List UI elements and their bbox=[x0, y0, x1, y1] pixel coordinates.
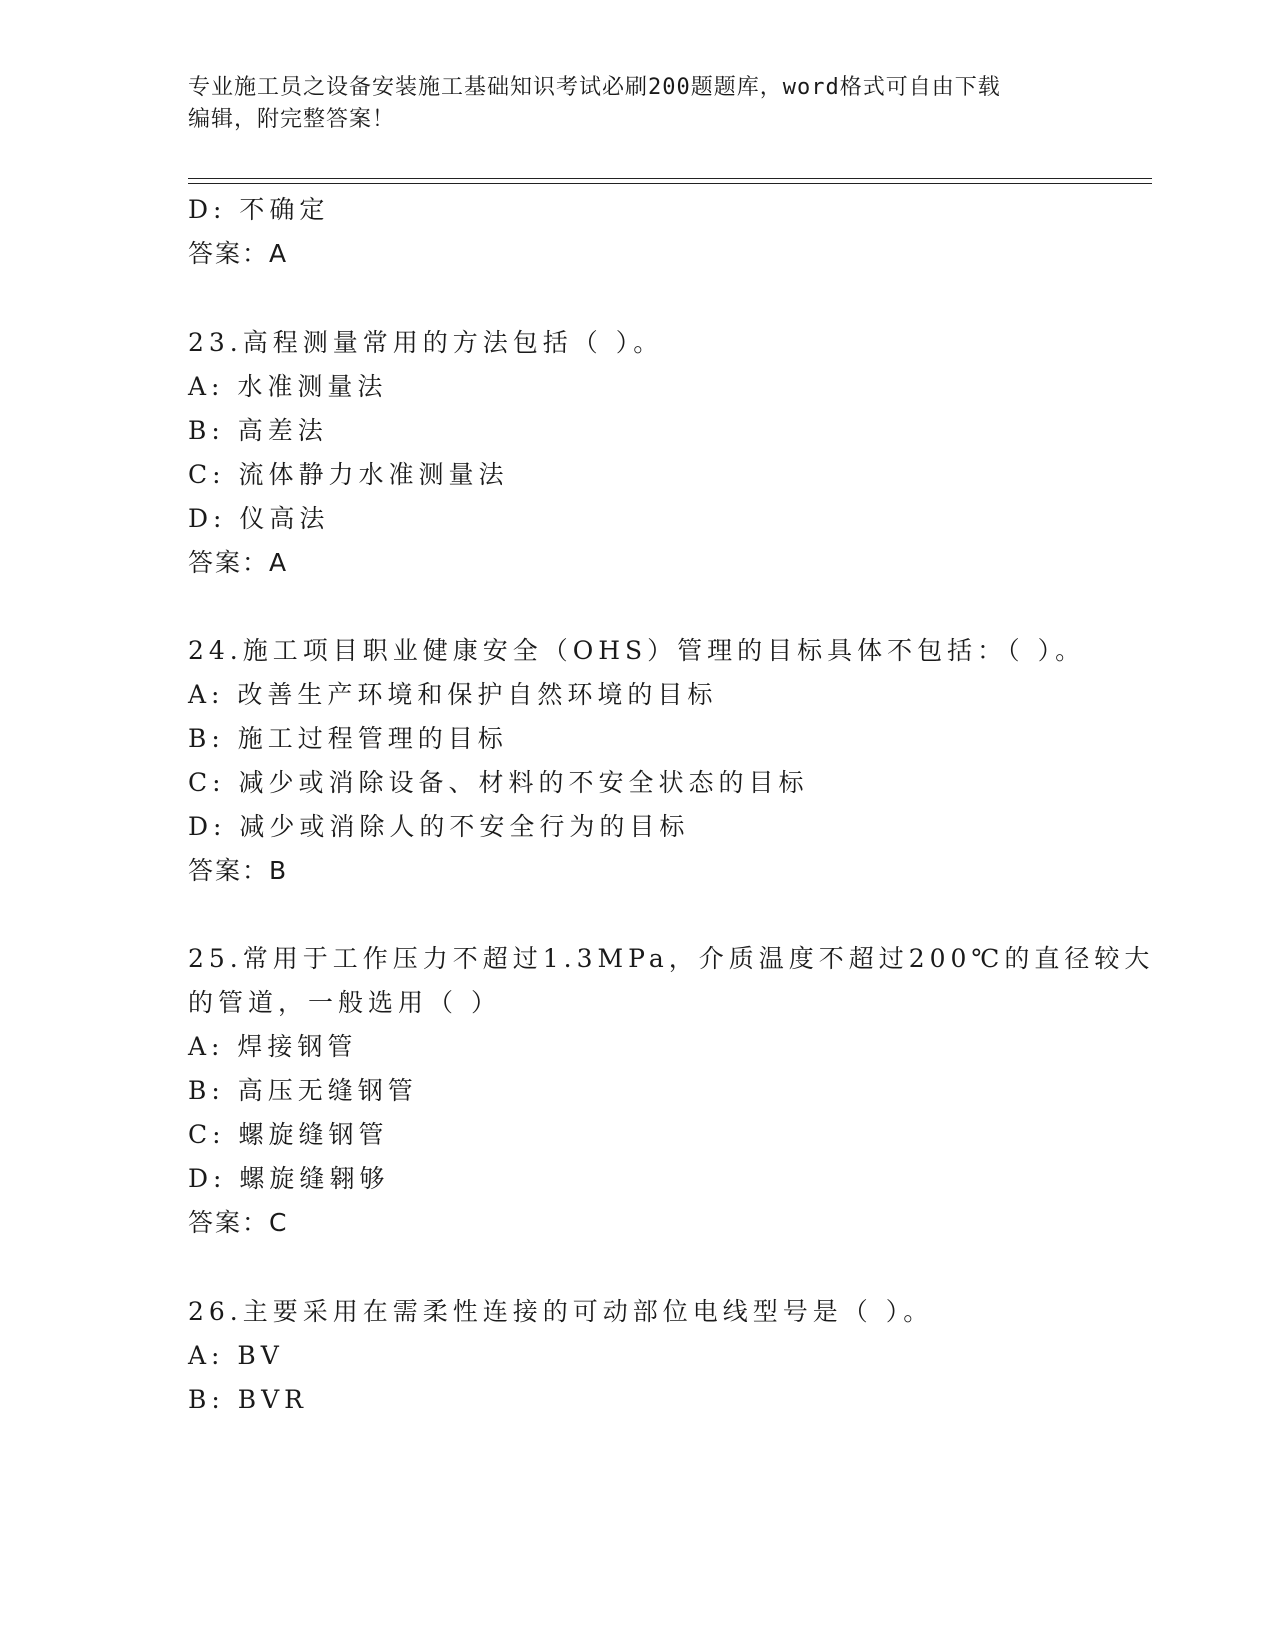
header-divider-top bbox=[188, 178, 1152, 179]
q23-option-d: D: 仪高法 bbox=[188, 504, 330, 533]
q25-option-c: C: 螺旋缝钢管 bbox=[188, 1120, 389, 1149]
q25-option-d: D: 螺旋缝翱够 bbox=[188, 1164, 390, 1193]
q26-question: 26.主要采用在需柔性连接的可动部位电线型号是（ ）。 bbox=[188, 1297, 934, 1326]
q24-option-a: A: 改善生产环境和保护自然环境的目标 bbox=[188, 680, 718, 709]
q23-option-c: C: 流体静力水准测量法 bbox=[188, 460, 509, 489]
q22-option-d: D: 不确定 bbox=[188, 195, 330, 224]
q24-option-c: C: 减少或消除设备、材料的不安全状态的目标 bbox=[188, 768, 809, 797]
q25-option-a: A: 焊接钢管 bbox=[188, 1032, 358, 1061]
q26-option-a: A: BV bbox=[188, 1341, 284, 1370]
q23-answer: 答案：A bbox=[188, 548, 289, 577]
q25-question-line-1: 25.常用于工作压力不超过1.3MPa，介质温度不超过200℃的直径较大 bbox=[188, 944, 1155, 973]
header-line-1: 专业施工员之设备安装施工基础知识考试必刷200题题库，word格式可自由下载 bbox=[188, 75, 1001, 100]
q24-answer: 答案：B bbox=[188, 856, 289, 885]
document-header bbox=[188, 72, 1068, 136]
q25-option-b: B: 高压无缝钢管 bbox=[188, 1076, 418, 1105]
header-divider-bottom bbox=[188, 183, 1152, 184]
q25-question-line-2: 的管道，一般选用（ ） bbox=[188, 988, 501, 1017]
q23-option-a: A: 水准测量法 bbox=[188, 372, 388, 401]
q22-answer: 答案：A bbox=[188, 239, 289, 268]
q24-option-d: D: 减少或消除人的不安全行为的目标 bbox=[188, 812, 690, 841]
q23-option-b: B: 高差法 bbox=[188, 416, 328, 445]
q25-answer: 答案：C bbox=[188, 1208, 289, 1237]
q23-question: 23.高程测量常用的方法包括（ ）。 bbox=[188, 328, 664, 357]
q24-option-b: B: 施工过程管理的目标 bbox=[188, 724, 508, 753]
header-line-2: 编辑，附完整答案！ bbox=[188, 107, 396, 132]
q24-question: 24.施工项目职业健康安全（OHS）管理的目标具体不包括：（ ）。 bbox=[188, 636, 1086, 665]
q26-option-b: B: BVR bbox=[188, 1385, 308, 1414]
